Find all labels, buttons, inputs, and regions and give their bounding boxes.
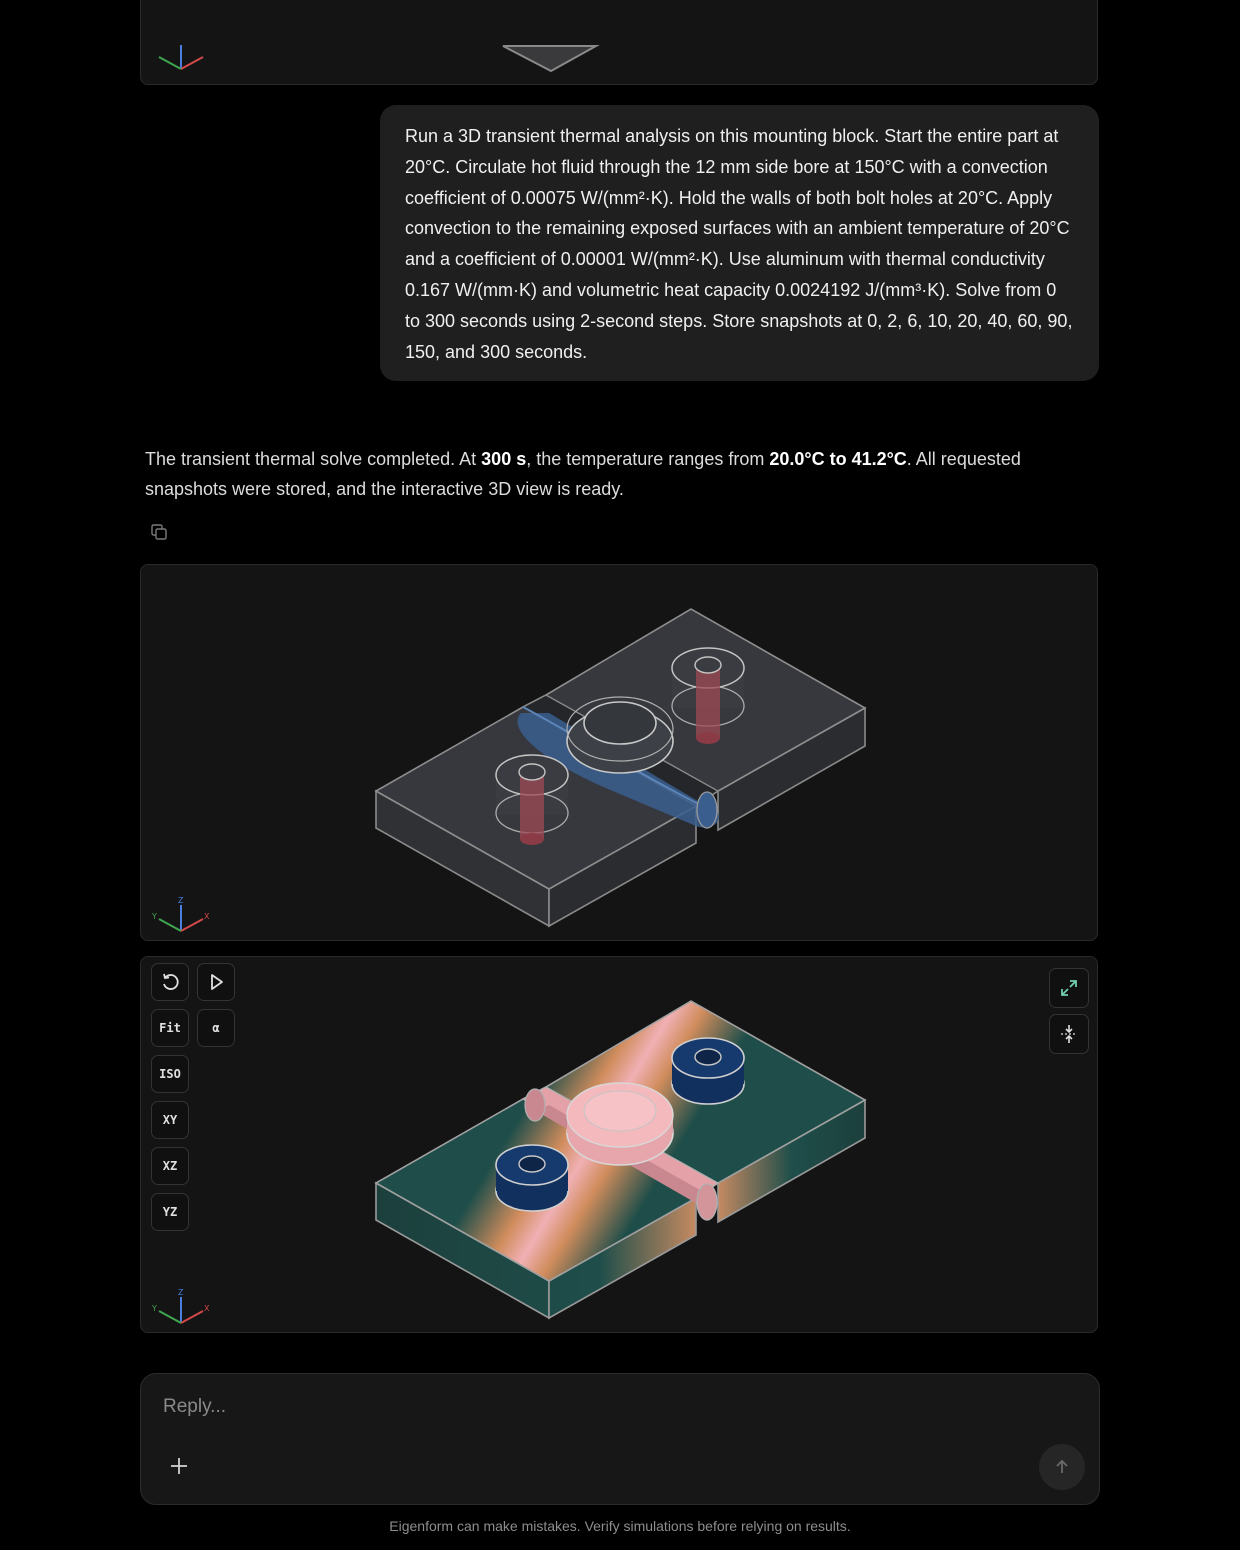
reply-input[interactable]: [161, 1392, 1025, 1422]
axis-label-z: Z: [178, 896, 184, 905]
user-message: [380, 105, 1099, 381]
axis-triad-icon: [151, 1287, 211, 1329]
yz-view-button[interactable]: YZ: [151, 1193, 189, 1231]
xz-view-button[interactable]: XZ: [151, 1147, 189, 1185]
iso-view-button[interactable]: ISO: [151, 1055, 189, 1093]
assistant-time-value: 300 s: [481, 449, 527, 469]
axis-triad-icon: [151, 39, 211, 81]
copy-button[interactable]: [148, 522, 170, 544]
plus-icon: [165, 1452, 193, 1480]
expand-button[interactable]: [1049, 968, 1089, 1008]
fit-view-button[interactable]: Fit: [151, 1009, 189, 1047]
assistant-text-3: . All requested snapshots were stored, and the interactive 3D view is ready.: [145, 449, 1021, 499]
send-button[interactable]: [1039, 1444, 1085, 1490]
reset-icon: [160, 972, 180, 992]
compress-icon: [1058, 1023, 1080, 1045]
assistant-text-2: , the temperature ranges from: [526, 449, 770, 469]
reply-composer: [140, 1373, 1100, 1505]
axis-label-z: Z: [178, 1288, 184, 1297]
user-message-text: Run a 3D transient thermal analysis on this mounting block. Start the entire part at 20°C. Circulate hot fluid through the 12 mm side bore at 150°C with a convection coefficient of 0.00075 W/(mm²·K). Hold the walls of both bolt holes at 20°C. Apply convection to the remaining exposed surfaces with an ambient temperature of 20°C and a coefficient of 0.00001 W/(mm²·K). Use aluminum with thermal conductivity 0.167 W/(mm·K) and volumetric heat capacity 0.0024192 J/(mm³·K). Solve from 0 to 300 seconds using 2-second steps. Store snapshots at 0, 2, 6, 10, 20, 40, 60, 90, 150, and 300 seconds.: [405, 126, 1073, 362]
thermal-3d-viewer[interactable]: [140, 956, 1098, 1333]
attach-button[interactable]: [165, 1452, 193, 1480]
axis-label-x: X: [204, 912, 210, 921]
axis-label-y: Y: [152, 912, 157, 921]
previous-model-render: [141, 0, 1098, 85]
assistant-message: [145, 444, 1100, 504]
axis-triad-icon: [151, 895, 211, 937]
wireframe-3d-viewer[interactable]: [140, 564, 1098, 941]
wireframe-model-render: [141, 565, 1098, 941]
axis-label-y: Y: [152, 1304, 157, 1313]
assistant-temperature-range: 20.0°C to 41.2°C: [769, 449, 907, 469]
collapse-button[interactable]: [1049, 1014, 1089, 1054]
play-button[interactable]: [197, 963, 235, 1001]
xy-view-button[interactable]: XY: [151, 1101, 189, 1139]
axis-label-x: X: [204, 1304, 210, 1313]
reset-button[interactable]: [151, 963, 189, 1001]
transparency-toggle-button[interactable]: α: [197, 1009, 235, 1047]
arrow-up-icon: [1052, 1457, 1072, 1477]
footer-disclaimer: Eigenform can make mistakes. Verify simulations before relying on results.: [389, 1518, 851, 1534]
play-icon: [206, 972, 226, 992]
copy-icon: [148, 522, 170, 544]
previous-3d-viewer[interactable]: [140, 0, 1098, 85]
thermal-model-render: [141, 957, 1098, 1333]
expand-icon: [1058, 977, 1080, 999]
assistant-text-1: The transient thermal solve completed. At: [145, 449, 482, 469]
